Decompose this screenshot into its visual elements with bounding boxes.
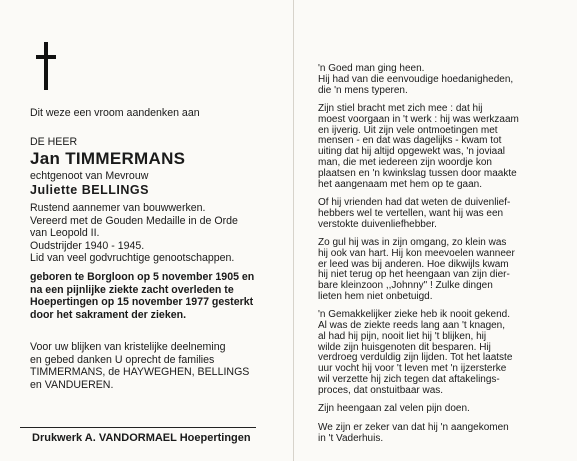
text-line: plaatsen en 'n kwinkslag tussen door maakte [318,167,517,179]
paragraph-2 [318,104,572,190]
deceased-name: Jan TIMMERMANS [30,149,186,168]
text-line: er leed was bij anderen. Hoe dikwijls kwam [318,258,509,270]
spouse-intro: echtgenoot van Mevrouw [30,170,149,182]
text-line: moest voorgaan in 't werk : hij was werkzaam [318,113,519,125]
text-line: hij ook van hart. Hij kon meevoelen wanneer [318,247,515,259]
text-line: Hij had van die eenvoudige hoedanigheden, [318,73,514,85]
text-line: wil verzette hij zich tegen dat aftakelings- [318,374,500,386]
text-line: het aangenaam met hem op te gaan. [318,178,483,190]
text-line: en ijverig. Uit zijn vele ontmoetingen met [318,124,498,136]
printer-divider [20,427,256,428]
thanks-line: en VANDUEREN. [30,378,114,391]
bio-line: Lid van veel godvruchtige genootschappen. [30,252,235,264]
paragraph-5 [318,310,572,396]
text-line: Zijn heengaan zal velen pijn doen. [318,403,470,415]
thanks-line: Voor uw blijken van kristelijke deelneming [30,341,226,353]
thanks-line: en gebed danken U oprecht de families [30,353,215,366]
text-line: bare kleinzoon ,,Johnny" ! Zulke dingen [318,280,493,292]
bio-line: Oudstrijder 1940 - 1945. [30,239,145,252]
bio-block [30,202,238,265]
intro-text: Dit weze een vroom aandenken aan [30,107,200,119]
title-text: DE HEER [30,136,78,148]
text-line: verdroeg verduldig zijn lijden. Tot het laatste [318,352,513,364]
bio-line: Rustend aannemer van bouwwerken. [30,202,206,214]
text-line: 'n Goed man ging heen. [318,63,425,74]
fold-divider [293,0,294,461]
paragraph-3 [318,198,572,230]
paragraph-7 [318,423,572,445]
text-line: in 't Vaderhuis. [318,432,384,444]
text-line: al had hij pijn, nooit liet hij 't blijken, hij [318,330,487,342]
birth-death-line: Hoepertingen op 15 november 1977 gesterkt [30,296,254,308]
thanks-block [30,341,249,391]
text-line: Al was de ziekte reeds lang aan 't knagen, [318,320,506,332]
text-line: lieten hem niet onbetuigd. [318,290,433,302]
bio-line: van Leopold II. [30,227,100,239]
spouse-name: Juliette BELLINGS [30,183,149,197]
birth-death-line: na een pijnlijke ziekte zacht overleden te [30,283,234,296]
text-line: hebbers wel te vertellen, want hij was een [318,207,504,219]
text-line: Of hij vrienden had dat weten de duivenlief- [318,196,511,208]
text-line: verstokte duivenliefhebber. [318,218,437,230]
paragraph-1 [318,64,572,96]
paragraph-4 [318,238,572,303]
text-line: uur vocht hij voor 't leven met 'n ijzersterke [318,363,507,375]
text-line: die 'n mens typeren. [318,84,408,96]
text-line: 'n Gemakkelijker zieke heb ik nooit gekend. [318,309,511,321]
text-line: man, die met iedereen zijn woordje kon [318,156,492,168]
text-line: uiting dat hij altijd opgewekt was, 'n joviaal [318,146,506,158]
birth-death-block [30,271,254,321]
text-line: hij niet terug op het heengaan van zijn dier- [318,269,510,281]
birth-death-line: geboren te Borgloon op 5 november 1905 en [30,271,255,283]
birth-death-line: door het sakrament der zieken. [30,308,187,321]
thanks-line: TIMMERMANS, de HAYWEGHEN, BELLINGS [30,366,250,378]
cross-icon [36,42,56,90]
text-line: proces, dat onstuitbaar was. [318,384,444,396]
text-line: Zo gul hij was in zijn omgang, zo klein was [318,236,507,248]
text-line: mensen - en dat was dagelijks - kwam tot [318,135,502,147]
text-line: We zijn er zeker van dat hij 'n aangekomen [318,421,509,433]
bio-line: Vereerd met de Gouden Medaille in de Orde [30,214,238,227]
text-line: wilde zijn huisgenoten dit besparen. Hij [318,341,491,353]
printer-credit: Drukwerk A. VANDORMAEL Hoepertingen [32,432,251,444]
text-line: Zijn stiel bracht met zich mee : dat hij [318,103,483,115]
paragraph-6 [318,404,572,415]
